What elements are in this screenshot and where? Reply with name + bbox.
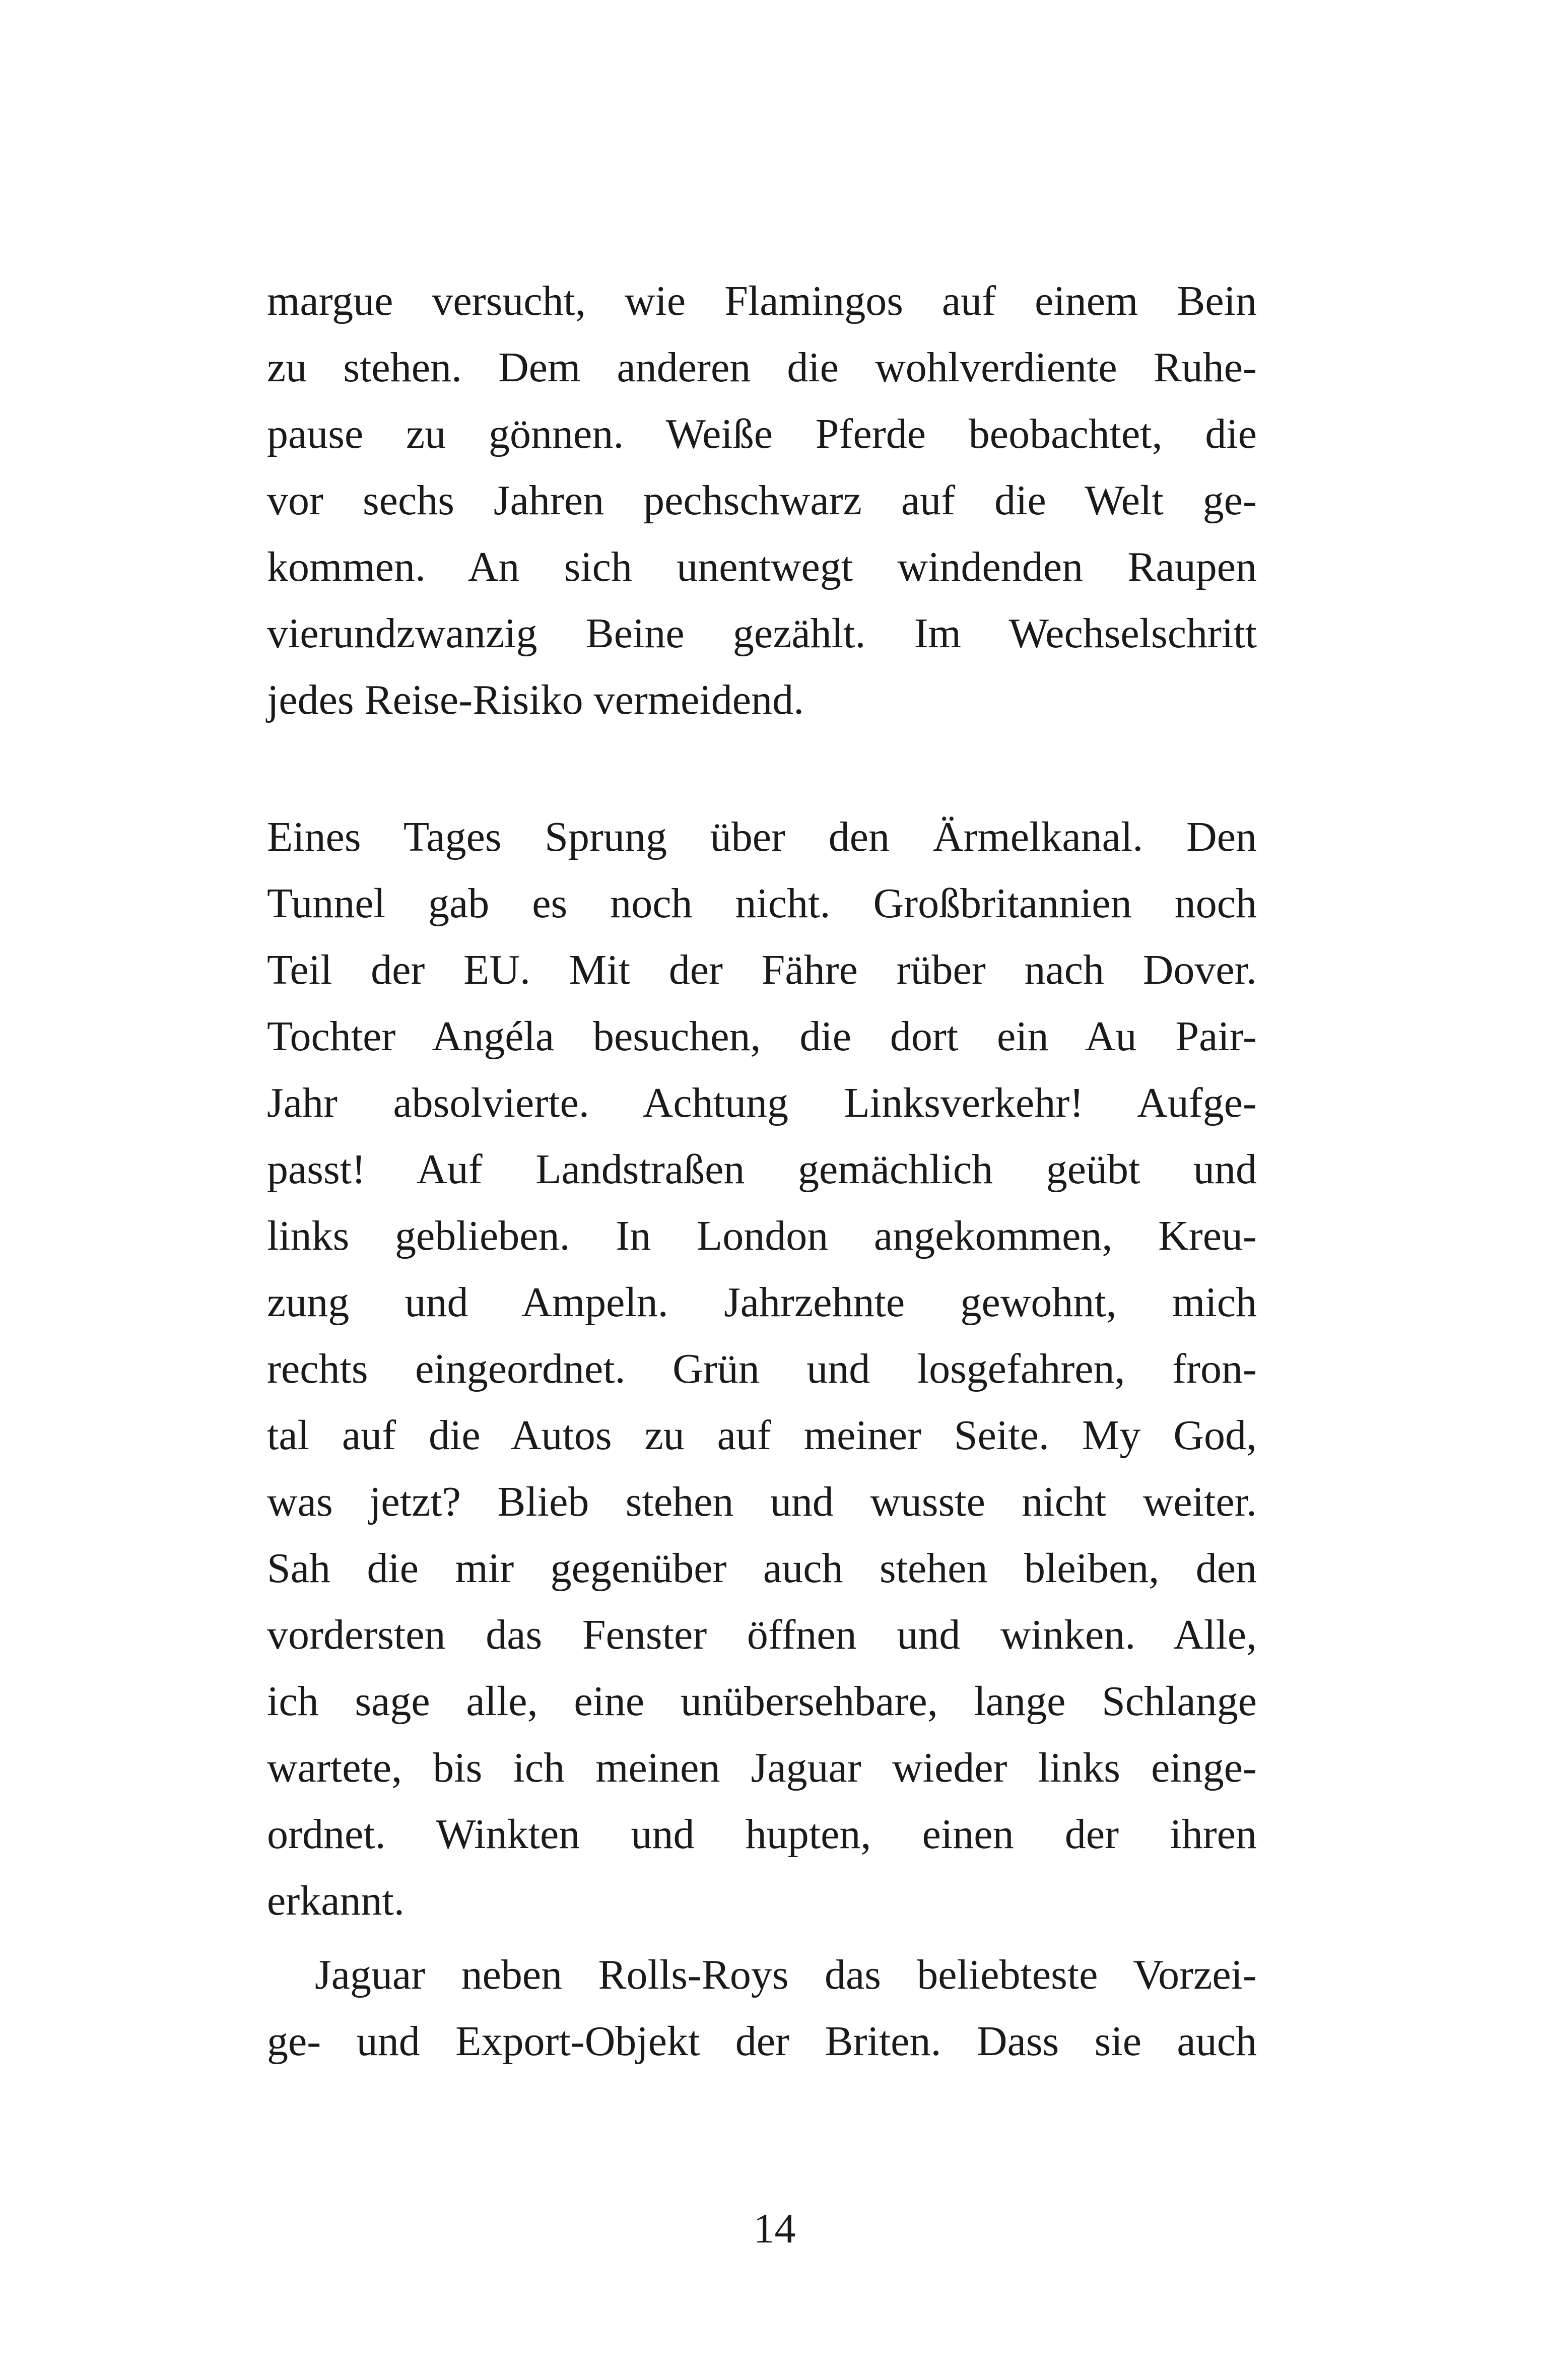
text-line: vierundzwanzig Beine gezählt. Im Wechselschritt xyxy=(267,610,1257,657)
text-line: zung und Ampeln. Jahrzehnte gewohnt, mich xyxy=(267,1279,1257,1326)
text-line: Sah die mir gegenüber auch stehen bleiben, den xyxy=(267,1545,1257,1592)
text-line: vordersten das Fenster öffnen und winken. Alle, xyxy=(267,1611,1257,1658)
page-number: 14 xyxy=(753,2205,796,2252)
text-line: wartete, bis ich meinen Jaguar wieder links einge- xyxy=(267,1744,1257,1791)
text-line: vor sechs Jahren pechschwarz auf die Welt ge- xyxy=(267,477,1257,524)
paragraph-1 xyxy=(267,268,1257,733)
text-line: rechts eingeordnet. Grün und losgefahren, fron- xyxy=(267,1345,1257,1392)
text-line: erkannt. xyxy=(267,1877,405,1924)
text-line: Teil der EU. Mit der Fähre rüber nach Dover. xyxy=(267,946,1257,993)
text-line: jedes Reise-Risiko vermeidend. xyxy=(267,676,804,723)
text-line: tal auf die Autos zu auf meiner Seite. My God, xyxy=(267,1412,1257,1459)
text-line: Jahr absolvierte. Achtung Linksverkehr! Aufge- xyxy=(267,1079,1257,1126)
text-line: kommen. An sich unentwegt windenden Raupen xyxy=(267,543,1257,590)
text-line: pause zu gönnen. Weiße Pferde beobachtet, die xyxy=(267,411,1257,457)
paragraph-3 xyxy=(267,1942,1257,2075)
text-line: was jetzt? Blieb stehen und wusste nicht weiter. xyxy=(267,1478,1257,1525)
text-line: ich sage alle, eine unübersehbare, lange Schlange xyxy=(267,1678,1257,1725)
text-line: Jaguar neben Rolls-Roys das beliebteste Vorzei- xyxy=(315,1951,1257,1998)
text-line: passt! Auf Landstraßen gemächlich geübt und xyxy=(267,1146,1257,1193)
paragraph-2 xyxy=(267,804,1257,1934)
text-line: ge- und Export-Objekt der Briten. Dass sie auch xyxy=(267,2018,1257,2065)
text-line: margue versucht, wie Flamingos auf einem Bein xyxy=(267,278,1257,324)
text-line: zu stehen. Dem anderen die wohlverdiente Ruhe- xyxy=(267,344,1257,391)
text-line: ordnet. Winkten und hupten, einen der ihren xyxy=(267,1811,1257,1858)
text-line: Tochter Angéla besuchen, die dort ein Au Pair- xyxy=(267,1013,1257,1060)
text-line: Tunnel gab es noch nicht. Großbritannien noch xyxy=(267,880,1257,927)
text-line: links geblieben. In London angekommen, Kreu- xyxy=(267,1212,1257,1259)
text-line: Eines Tages Sprung über den Ärmelkanal. Den xyxy=(267,813,1257,860)
